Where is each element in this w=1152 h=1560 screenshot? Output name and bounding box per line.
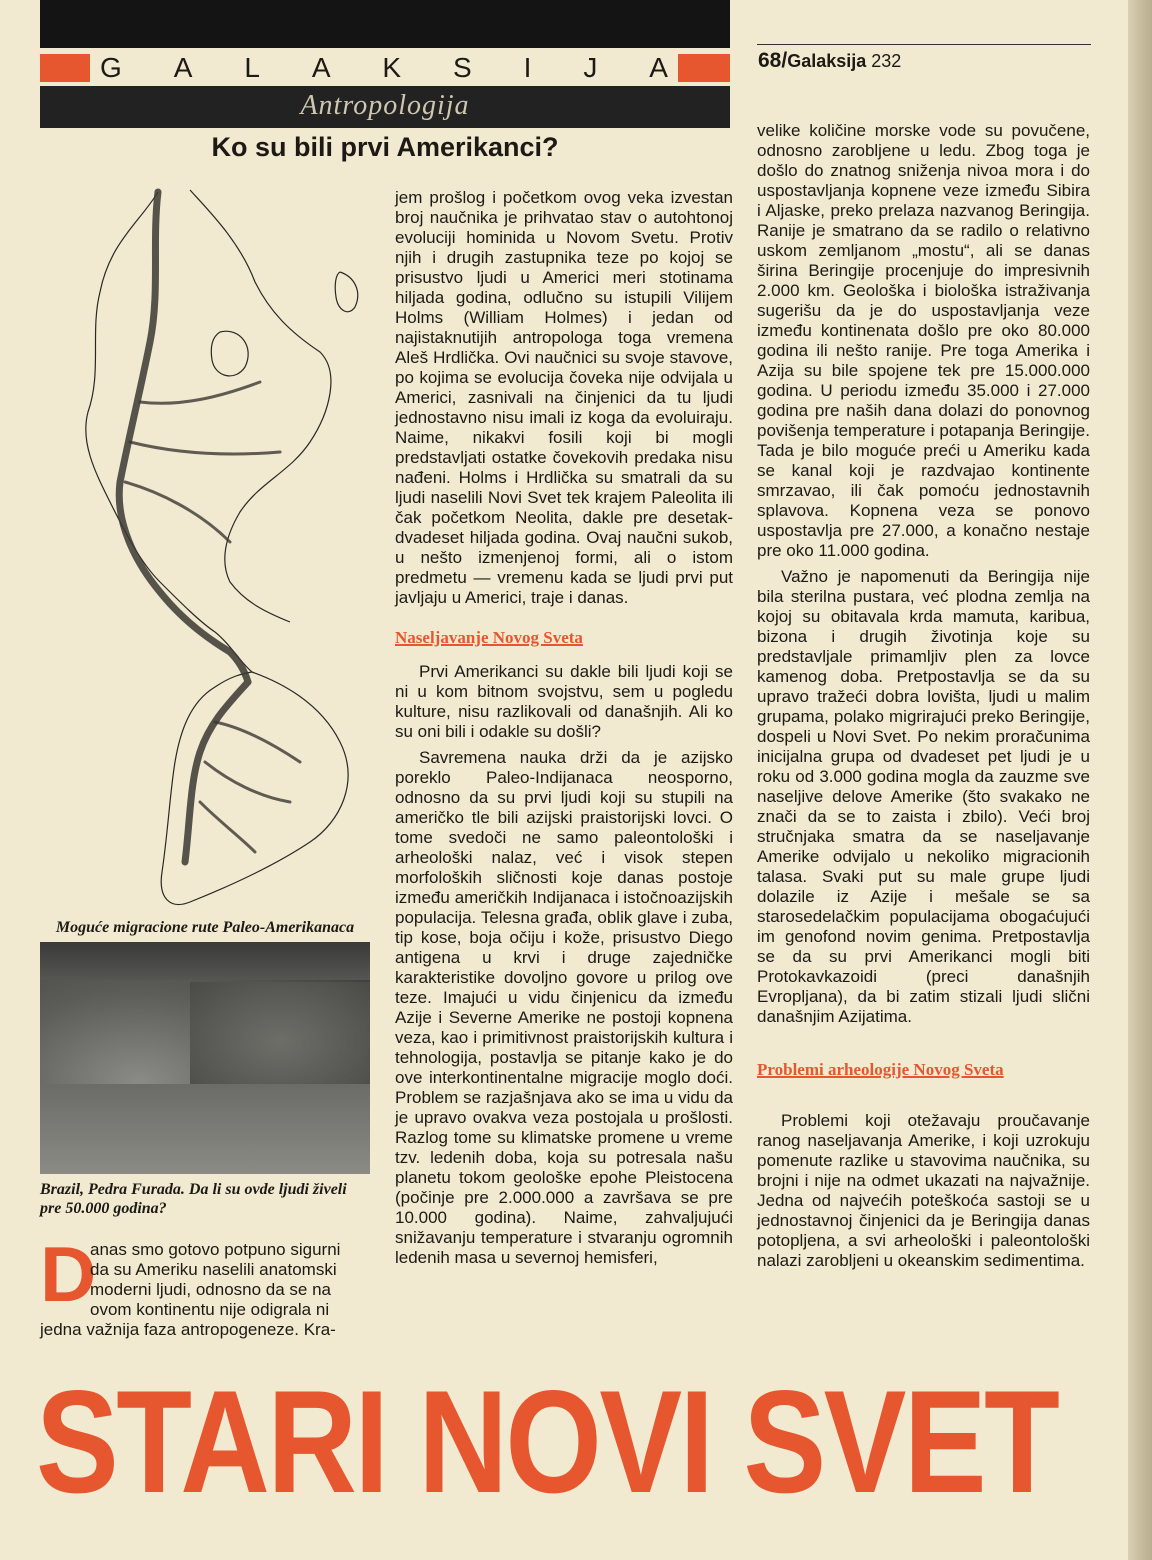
- page-folio: [758, 49, 901, 73]
- masthead-letter: I: [523, 52, 534, 83]
- photo-caption: Brazil, Pedra Furada. Da li su ovde ljudi živeli pre 50.000 godina?: [40, 1181, 347, 1217]
- page-number: 68/: [758, 49, 788, 72]
- masthead-letter: L: [244, 52, 262, 83]
- migration-map: [40, 182, 370, 914]
- hudson-bay: [211, 331, 248, 376]
- americas-map-graphic: [40, 182, 370, 914]
- paragraph: jem prošlog i početkom ovog veka izvestan broj naučnika je prihvatao stav o autohtonoj evoluciji hominida u Novom Svetu. Protiv njih i drugih zastupnika teze po kojoj se prisustvo ljudi u Americi meri stotinama hiljada godina, odlučno su istupili Vilijem Holms (William Holmes) i jedan od najistaknutijih antropologa toga vremena Aleš Hrdlička. Ovi naučnici su svoje stavove, po kojima se evolucija čoveka nije odvijala u Americi, zasnivali na činjenici da tu ljudi jednostavno nisu imali iz koga da evoluiraju. Naime, nikakvi fosili koji bi mogli predstavljati ostatke čovekovih predaka nisu nađeni. Holms i Hrdlička su smatrali da su ljudi naselili Novi Svet tek krajem Paleolita ili čak početkom Neolita, dakle pre desetak-dvadeset hiljada godina. Ovaj naučni sukob, u nešto izmenjenoj formi, ali o istom predmetu — vremenu kada se ljudi prvi put javljaju u Americi, traje i danas.: [395, 188, 733, 607]
- photo-ground: [40, 1084, 370, 1174]
- paragraph: Prvi Amerikanci su dakle bili ljudi koji se ni u kom bitnom svojstvu, sem u pogledu kulture, nisu razlikovali od današnjih. Ali ko su oni bili i odakle su došli?: [395, 662, 733, 741]
- paragraph: Problemi koji otežavaju proučavanje ranog naseljavanja Amerike, i koji uzrokuju pomenute razlike u stavovima naučnika, su brojni i nije na odmet ukazati na najvažnije. Jedna od najvećih poteškoća sastoji se u jednostavnoj činjenici da je Beringija danas potopljena, a svi arheološki i paleontološki nalazi zarobljeni u okeanskim sedimentima.: [757, 1111, 1090, 1270]
- feature-title-text: STARI NOVI SVET: [36, 1372, 1058, 1512]
- paragraph: Važno je napomenuti da Beringija nije bila sterilna pustara, već plodna zemlja na kojoj su obitavala krda mamuta, karibua, bizona i drugih životinja koje su predstavljale primamljiv plen za lovce kamenog doba. Pretpostavlja se da su upravo tražeći dobra lovišta, ljudi u malim grupama, polako migrirajući preko Beringije, dospeli u Novi Svet. Po nekim proračunima inicijalna grupa od dvadeset pet ljudi je u roku od 3.000 godina mogla da zauzme sve naseljive delove Amerike (što svakako ne znači da se to zaista i zbilo). Veći broj stručnjaka smatra da se naseljavanje Amerike odvijalo u nekoliko migracionih talasa. Svaki put su male grupe ljudi dolazile iz Azije i mešale se sa starosedelačkim populacijama obogaćujući im genofond novim genima. Pretpostavlja se da su prvi Amerikanci mogli biti Protokavkazoidi (preci današnjih Evropljana), da bi zatim stizali ljudi slični današnjim Azijatima.: [757, 567, 1090, 1026]
- route-branch-sa-3: [200, 802, 255, 852]
- pedra-furada-photo: [40, 942, 370, 1174]
- greenland: [335, 272, 358, 312]
- masthead-letter: S: [453, 52, 474, 83]
- folio-rule: [757, 44, 1091, 45]
- top-black-bar: [40, 0, 730, 48]
- route-branch-sa-1: [215, 722, 300, 762]
- masthead-letters: [100, 52, 670, 84]
- intro-line: anas smo gotovo potpuno sigurni: [90, 1240, 341, 1259]
- masthead-letter: A: [173, 52, 195, 83]
- map-caption: Moguće migracione rute Paleo-Amerikanaca: [55, 919, 355, 936]
- section-bar: [40, 86, 730, 128]
- masthead: [40, 52, 730, 84]
- paper-edge: [1128, 0, 1152, 1560]
- route-main: [119, 192, 248, 682]
- subheading: Problemi arheologije Novog Sveta: [757, 1060, 1004, 1079]
- issue-number: 232: [871, 51, 902, 71]
- section-label: Antropologija: [300, 90, 470, 121]
- intro-line: jedna važnija faza antropogeneze. Kra-: [40, 1320, 336, 1339]
- photo-dark-band: [40, 942, 370, 980]
- masthead-letter: A: [311, 52, 333, 83]
- intro-line: da su Ameriku naselili anatomski: [90, 1260, 337, 1279]
- feature-title-banner: [36, 1372, 1146, 1512]
- route-branch-east-3: [125, 482, 230, 542]
- article-column-2: [395, 188, 733, 1274]
- coastline-east: [190, 190, 331, 622]
- route-branch-east-2: [130, 442, 280, 454]
- route-branch-east-1: [140, 382, 260, 403]
- intro-line: moderni ljudi, odnosno da se na: [90, 1280, 331, 1299]
- masthead-block-right: [678, 54, 730, 82]
- paragraph: Savremena nauka drži da je azijsko poreklo Paleo-Indijanaca neosporno, odnosno da su prvi ljudi koji su stupili na američko tle bili azijski praistorijski lovci. O tome svedoči ne samo paleontološki i arheološki nalaz, već i visok stepen morfoloških sličnosti koje danas postoje između američkih Indijanaca i istočnoazijskih populacija. Telesna građa, oblik glave i zuba, tip kose, boja očiju i kože, prisustvo Diego antigena u krvi i druge zajedničke karakteristike dovoljno govore u prilog ove teze. Imajući u vidu činjenicu da između Azije i Severne Amerike ne postoji kopnena veza, kao i primitivnost praistorijskih kultura i tehnologija, postavlja se pitanje kako je do ove interkontinentalne migracije moglo doći. Problem se razjašnjava ako se ima u vidu da je upravo ovakva veza postojala u prošlosti. Razlog tome su klimatske promene u vreme tzv. ledenih doba, koja su potresala našu planetu tokom geološke epohe Pleistocena (počinje pre 2.000.000 a završava se pre 10.000 godina). Naime, zahvaljujući snižavanju temperature i stvaranju ogromnih ledenih masa u severnoj hemisferi,: [395, 748, 733, 1267]
- masthead-letter: J: [583, 52, 600, 83]
- subheading: Naseljavanje Novog Sveta: [395, 628, 583, 647]
- magazine-name: Galaksija: [787, 51, 867, 71]
- masthead-block-left: [40, 54, 90, 82]
- masthead-letter: G: [100, 52, 124, 83]
- article-column-3: [757, 121, 1090, 1277]
- masthead-letter: K: [382, 52, 404, 83]
- intro-line: ovom kontinentu nije odigrala ni: [90, 1300, 330, 1319]
- article-title: Ko su bili prvi Amerikanci?: [211, 132, 559, 162]
- paragraph: velike količine morske vode su povučene, odnosno zarobljene u ledu. Zbog toga je došlo do znatnog sniženja nivoa mora i do uspostavljanja kopnene veze između Sibira i Aljaske, preko prelaza nazvanog Beringija. Ranije je smatrano da se radilo o relativno uskom zemljanom „mostu“, ali se danas širina Beringije procenjuje do impresivnih 2.000 km. Geološka i biološka istraživanja sugerišu da je do uspostavljanja veze između kontinenata došlo pre oko 80.000 godina ili nešto ranije. Pre toga Amerika i Azija su bile spojene tek pre 15.000.000 godina. U periodu između 35.000 i 27.000 godina pre naših dana dolazi do ponovnog povišenja temperature i potapanja Beringije. Tada je bilo moguće preći u Ameriku kada se kanal koji je razdvajao kontinente smrzavao, ili čak pomoću jednostavnih splavova. Kopnena veza se ponovo uspostavlja pre 27.000, a konačno nestaje pre oko 11.000 godina.: [757, 121, 1090, 560]
- masthead-letter: A: [649, 52, 670, 83]
- intro-paragraph: [40, 1230, 374, 1340]
- drop-cap: D: [40, 1230, 97, 1318]
- route-branch-sa-2: [205, 762, 290, 802]
